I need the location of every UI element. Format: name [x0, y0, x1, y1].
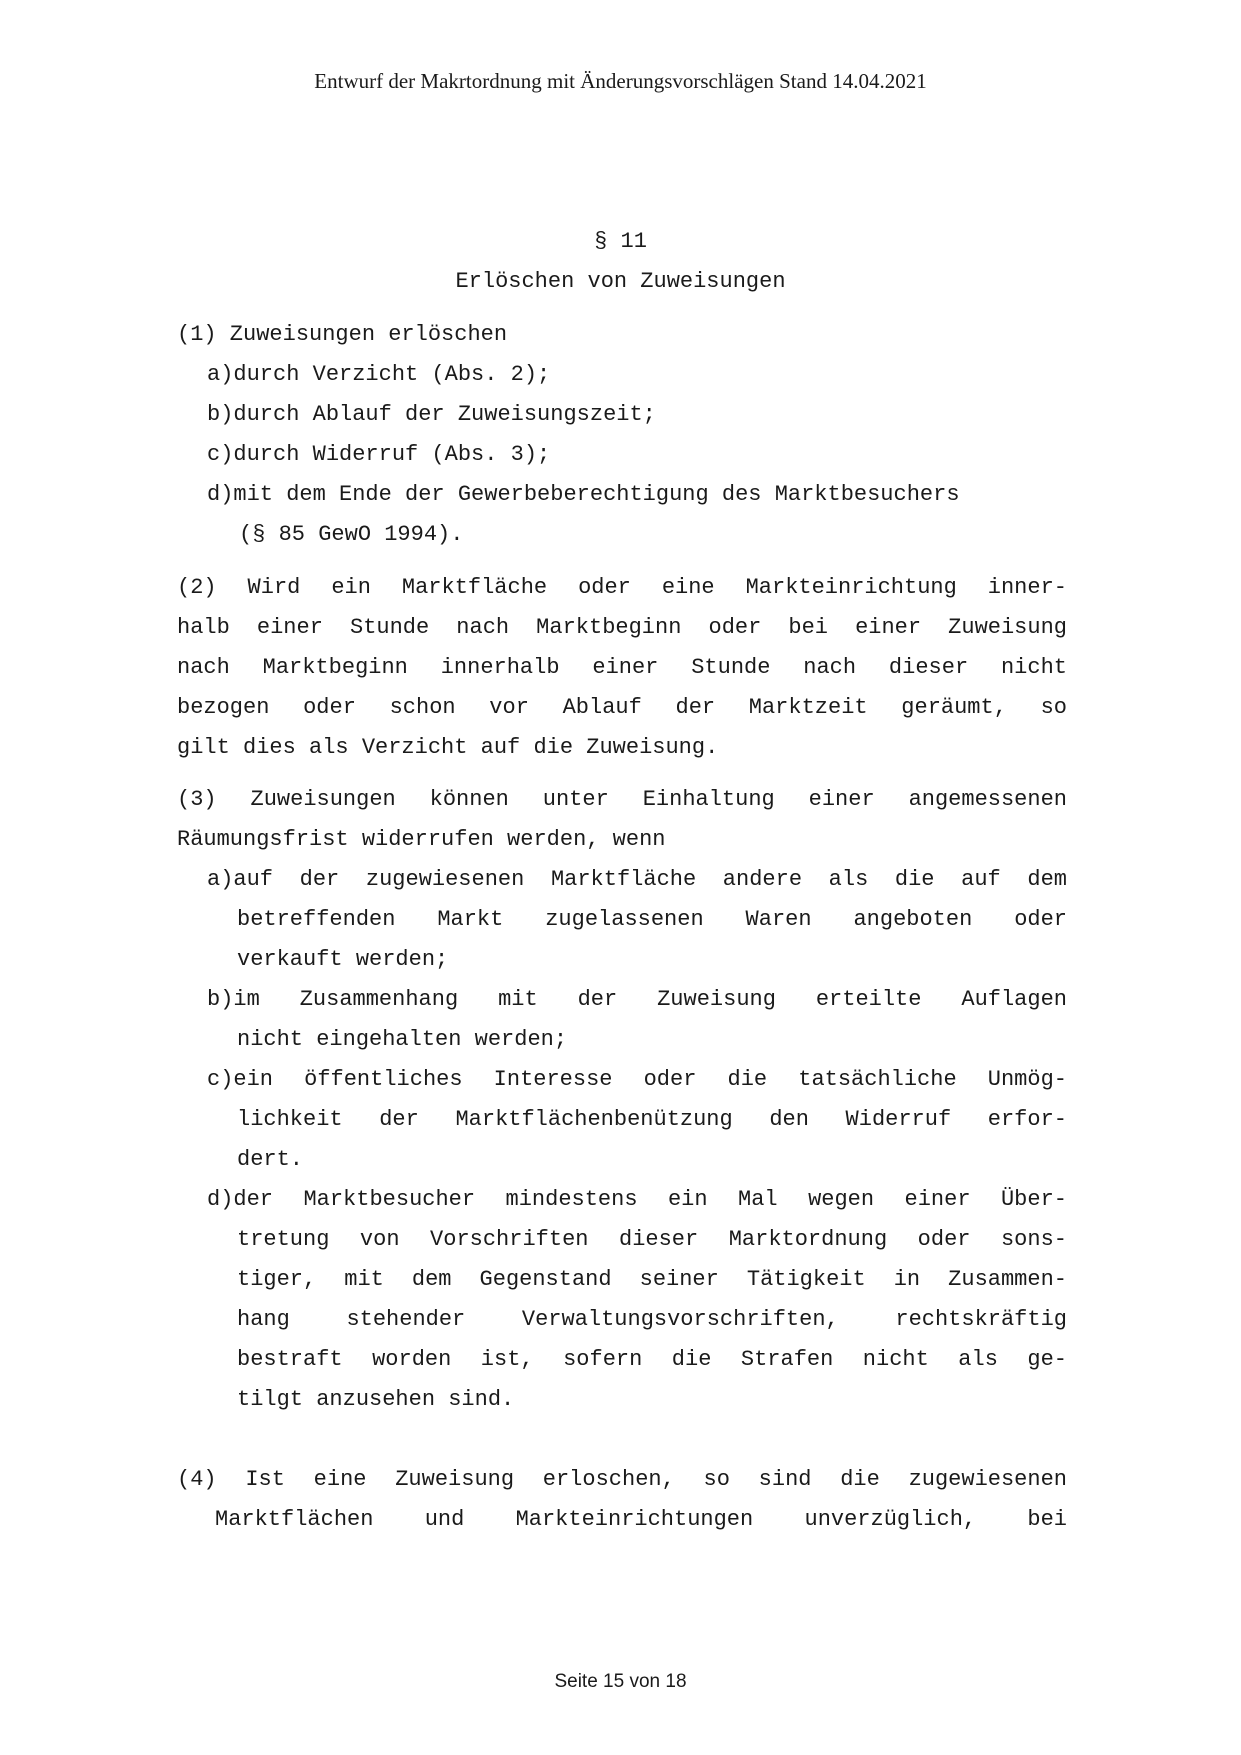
para2-line: nach Marktbeginn innerhalb einer Stunde nach dieser nicht — [177, 655, 1067, 680]
para4-line: (4) Ist eine Zuweisung erloschen, so sind die zugewiesenen — [177, 1467, 1067, 1492]
para2-line-last: gilt dies als Verzicht auf die Zuweisung. — [177, 735, 719, 760]
para1-item-d: d)mit dem Ende der Gewerbeberechtigung des Marktbesuchers — [207, 482, 960, 507]
para3-item-d-cont: hang stehender Verwaltungsvorschriften, rechtskräftig — [237, 1307, 1067, 1332]
para3-item-c: c)ein öffentliches Interesse oder die tatsächliche Unmög- — [207, 1067, 1067, 1092]
para4-line: Marktflächen und Markteinrichtungen unverzüglich, bei — [215, 1507, 1067, 1532]
para3-line: (3) Zuweisungen können unter Einhaltung einer angemessenen — [177, 787, 1067, 812]
para3-item-b: b)im Zusammenhang mit der Zuweisung erteilte Auflagen — [207, 987, 1067, 1012]
para2-line: halb einer Stunde nach Marktbeginn oder bei einer Zuweisung — [177, 615, 1067, 640]
para3-item-a: a)auf der zugewiesenen Marktfläche andere als die auf dem — [207, 867, 1067, 892]
para3-item-d-cont: bestraft worden ist, sofern die Strafen nicht als ge- — [237, 1347, 1067, 1372]
para1-item-d-cont: (§ 85 GewO 1994). — [239, 522, 464, 547]
para3-item-b-cont: nicht eingehalten werden; — [237, 1027, 568, 1052]
document-header: Entwurf der Makrtordnung mit Änderungsvorschlägen Stand 14.04.2021 — [314, 69, 927, 93]
para2-line: bezogen oder schon vor Ablauf der Marktzeit geräumt, so — [177, 695, 1067, 720]
para2-line: (2) Wird ein Marktfläche oder eine Markteinrichtung inner- — [177, 575, 1067, 600]
para3-item-a-cont: betreffenden Markt zugelassenen Waren angeboten oder — [237, 907, 1067, 932]
para3-item-c-cont: dert. — [237, 1147, 304, 1172]
page-number: Seite 15 von 18 — [554, 1671, 687, 1692]
para3-item-a-cont: verkauft werden; — [237, 947, 449, 972]
para1-intro: (1) Zuweisungen erlöschen — [177, 322, 508, 347]
para1-item-b: b)durch Ablauf der Zuweisungszeit; — [207, 402, 656, 427]
section-title: Erlöschen von Zuweisungen — [455, 269, 786, 294]
para3-item-d-cont: tretung von Vorschriften dieser Marktordnung oder sons- — [237, 1227, 1067, 1252]
para3-item-d-cont: tiger, mit dem Gegenstand seiner Tätigkeit in Zusammen- — [237, 1267, 1067, 1292]
para3-line: Räumungsfrist widerrufen werden, wenn — [177, 827, 666, 852]
para3-item-c-cont: lichkeit der Marktflächenbenützung den Widerruf erfor- — [237, 1107, 1067, 1132]
section-number: § 11 — [594, 229, 647, 254]
para1-item-c: c)durch Widerruf (Abs. 3); — [207, 442, 551, 467]
para3-item-d: d)der Marktbesucher mindestens ein Mal wegen einer Über- — [207, 1187, 1067, 1212]
para1-item-a: a)durch Verzicht (Abs. 2); — [207, 362, 551, 387]
para3-item-d-cont: tilgt anzusehen sind. — [237, 1387, 515, 1412]
